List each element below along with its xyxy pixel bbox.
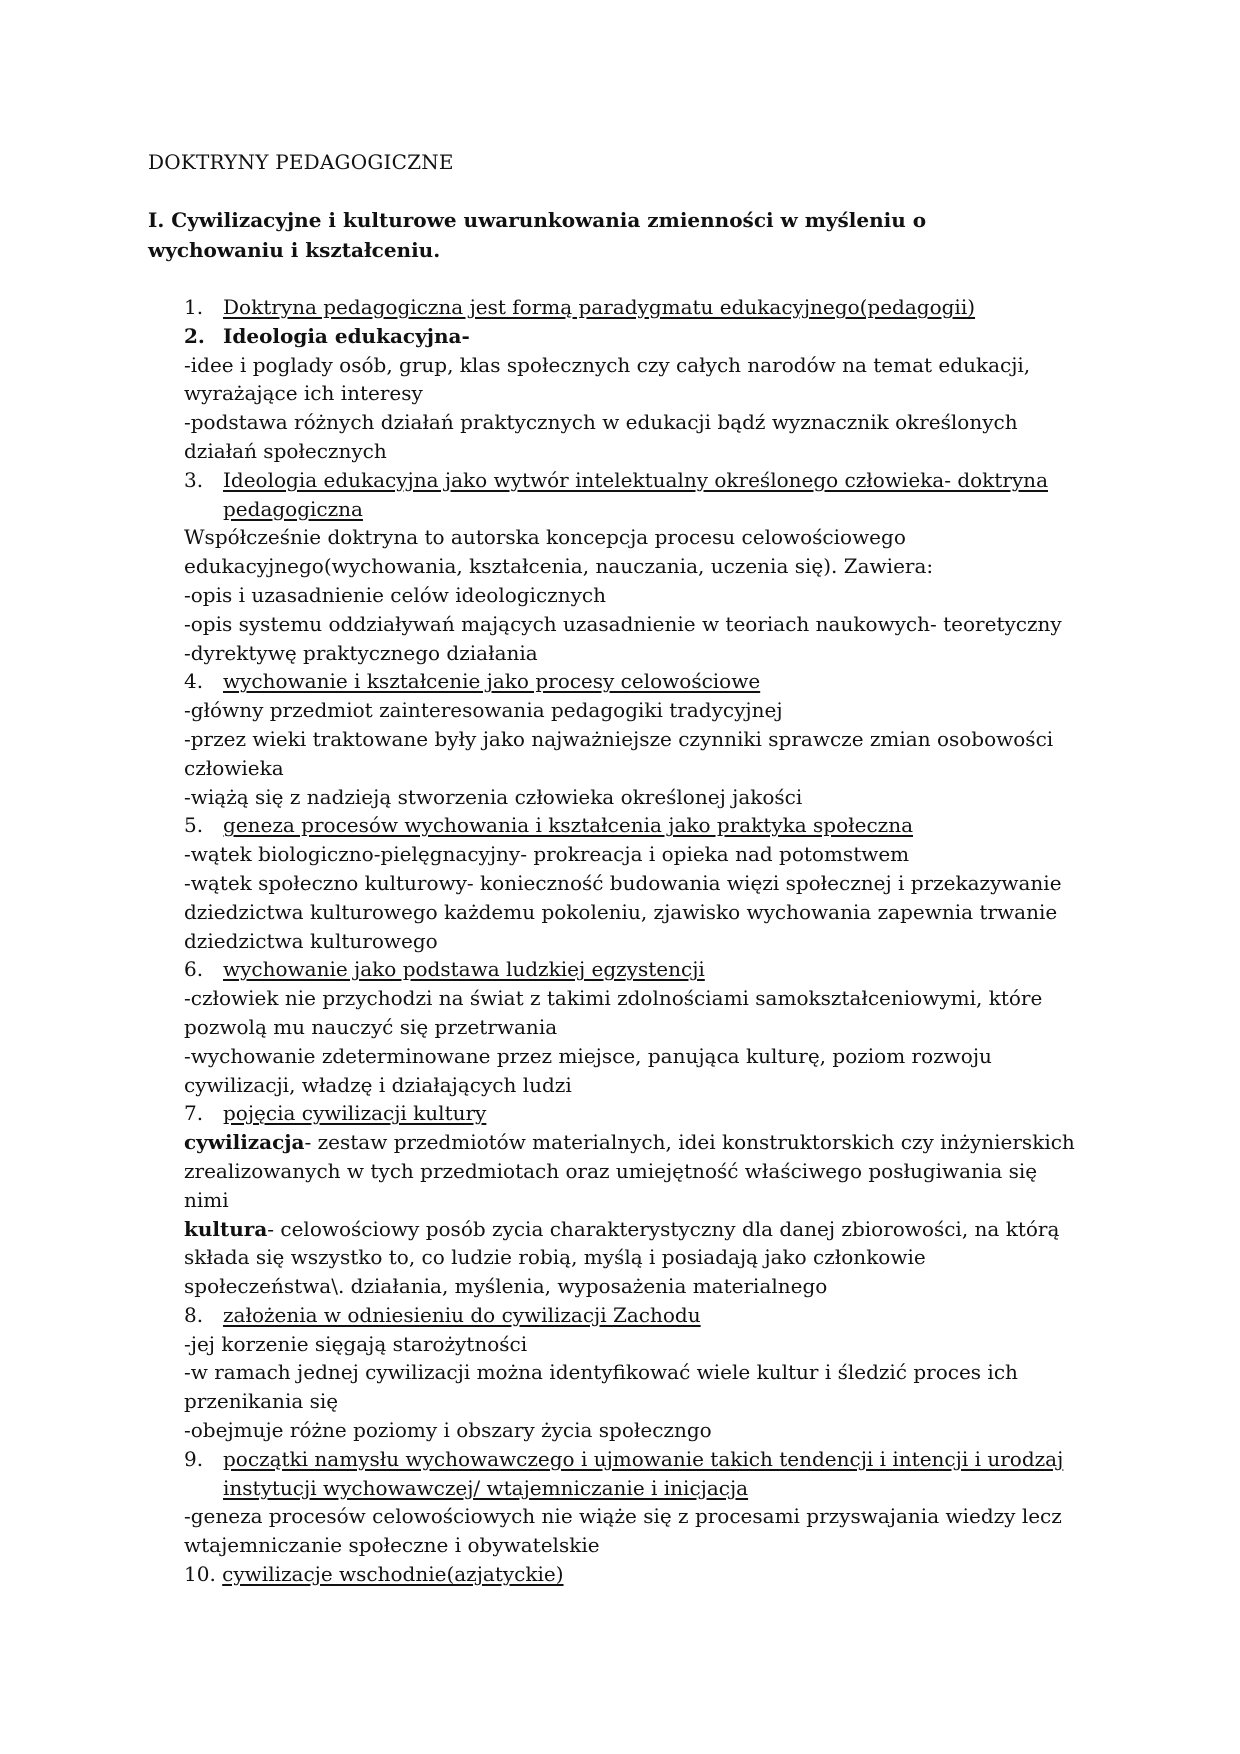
document-body: [0, 293, 1240, 1589]
list-number: 2.: [184, 323, 205, 348]
paragraph: -w ramach jednej cywilizacji można identyfikować wiele kultur i śledzić proces ich przenikania się: [184, 1360, 1018, 1414]
list-item-text: geneza procesów wychowania i kształcenia jako praktyka społeczna: [223, 813, 914, 838]
list-item: [0, 1560, 1240, 1589]
section-heading: I. Cywilizacyjne i kulturowe uwarunkowania zmienności w myśleniu o wychowaniu i kształceniu.: [148, 208, 927, 262]
definition-text: - zestaw przedmiotów materialnych, idei konstruktorskich czy inżynierskich zrealizowanych w tych przedmiotach oraz umiejętność właściwego posługiwania się nimi: [184, 1130, 1075, 1212]
definition-civilization: [0, 1128, 1084, 1214]
list-number: 10.: [184, 1562, 216, 1587]
list-item-text: Ideologia edukacyjna-: [223, 323, 470, 348]
list-number: 1.: [184, 295, 204, 319]
list-item: [0, 811, 1083, 840]
list-item: [0, 1301, 1083, 1330]
list-item-text: początki namysłu wychowawczego i ujmowanie takich tendencji i intencji i urodzaj instytucji wychowawczej/ wtajemniczanie i inicjacja: [223, 1446, 1064, 1500]
definition-culture: [0, 1215, 1084, 1301]
list-number: 6.: [184, 957, 204, 982]
list-item: [0, 1445, 1083, 1503]
paragraph: -geneza procesów celowościowych nie wiąże się z procesami przyswajania wiedzy lecz wtajemniczanie społeczne i obywatelskie: [184, 1504, 1062, 1558]
paragraph: -opis systemu oddziaływań mających uzasadnienie w teoriach naukowych- teoretyczny: [184, 611, 1062, 636]
paragraph: -wątek biologiczno-pielęgnacyjny- prokreacja i opieka nad potomstwem: [184, 842, 910, 867]
term-civilization: cywilizacja: [184, 1130, 305, 1155]
paragraph: -wiążą się z nadzieją stworzenia człowieka określonej jakości: [184, 784, 803, 809]
list-item: [0, 293, 1083, 322]
list-item-text: wychowanie jako podstawa ludzkiej egzystencji: [223, 957, 705, 982]
list-number: 7.: [184, 1101, 204, 1126]
paragraph: -wątek społeczno kulturowy- konieczność budowania więzi społecznej i przekazywanie dziedzictwa kulturowego każdemu pokoleniu, zjawisko wychowania zapewnia trwanie dziedzictwa kulturowego: [184, 870, 1062, 953]
list-item-text: Ideologia edukacyjna jako wytwór intelektualny określonego człowieka- doktryna pedagogiczna: [223, 467, 1048, 521]
document-title: DOKTRYNY PEDAGOGICZNE: [148, 150, 454, 174]
paragraph: -dyrektywę praktycznego działania: [184, 640, 538, 665]
paragraph: -jej korzenie sięgają starożytności: [184, 1331, 528, 1356]
list-item-text: założenia w odniesieniu do cywilizacji Zachodu: [223, 1302, 701, 1327]
list-item: [0, 667, 1083, 696]
paragraph: -główny przedmiot zainteresowania pedagogiki tradycyjnej: [184, 698, 783, 723]
paragraph: Współcześnie doktryna to autorska koncepcja procesu celowościowego edukacyjnego(wychowania, kształcenia, nauczania, uczenia się). Zawiera:: [184, 525, 934, 579]
paragraph: -człowiek nie przychodzi na świat z takimi zdolnościami samokształceniowymi, które pozwolą mu nauczyć się przetrwania: [184, 986, 1043, 1039]
paragraph: -obejmuje różne poziomy i obszary życia społeczngo: [184, 1418, 712, 1443]
paragraph: -przez wieki traktowane były jako najważniejsze czynniki sprawcze zmian osobowości człowieka: [184, 726, 1054, 780]
list-number: 3.: [184, 467, 204, 492]
list-item: [0, 1099, 1083, 1128]
list-number: 8.: [184, 1302, 204, 1327]
list-item: [0, 466, 1083, 524]
paragraph: -podstawa różnych działań praktycznych w edukacji bądź wyznacznik określonych działań społecznych: [184, 410, 1018, 463]
definition-text: - celowościowy posób zycia charakterystyczny dla danej zbiorowości, na którą składa się wszystko to, co ludzie robią, myślą i posiadają jako członkowie społeczeństwa\. działania, myślenia, wyposażenia materialnego: [184, 1216, 1060, 1299]
list-item-text: wychowanie i kształcenie jako procesy celowościowe: [223, 669, 761, 694]
list-item-text: cywilizacje wschodnie(azjatyckie): [222, 1562, 564, 1587]
list-item: [0, 322, 1083, 351]
list-number: 4.: [184, 669, 204, 694]
term-culture: kultura: [184, 1216, 268, 1241]
paragraph: -idee i poglady osób, grup, klas społecznych czy całych narodów na temat edukacji, wyrażające ich interesy: [184, 352, 1031, 406]
paragraph: -wychowanie zdeterminowane przez miejsce, panująca kulturę, poziom rozwoju cywilizacji, władzę i działających ludzi: [184, 1043, 992, 1097]
list-item: [0, 955, 1083, 984]
list-number: 5.: [184, 813, 204, 838]
paragraph: -opis i uzasadnienie celów ideologicznych: [184, 582, 606, 607]
list-item-text: pojęcia cywilizacji kultury: [223, 1101, 487, 1126]
list-number: 9.: [184, 1446, 204, 1471]
list-item-text: Doktryna pedagogiczna jest formą paradygmatu edukacyjnego(pedagogii): [223, 295, 976, 319]
